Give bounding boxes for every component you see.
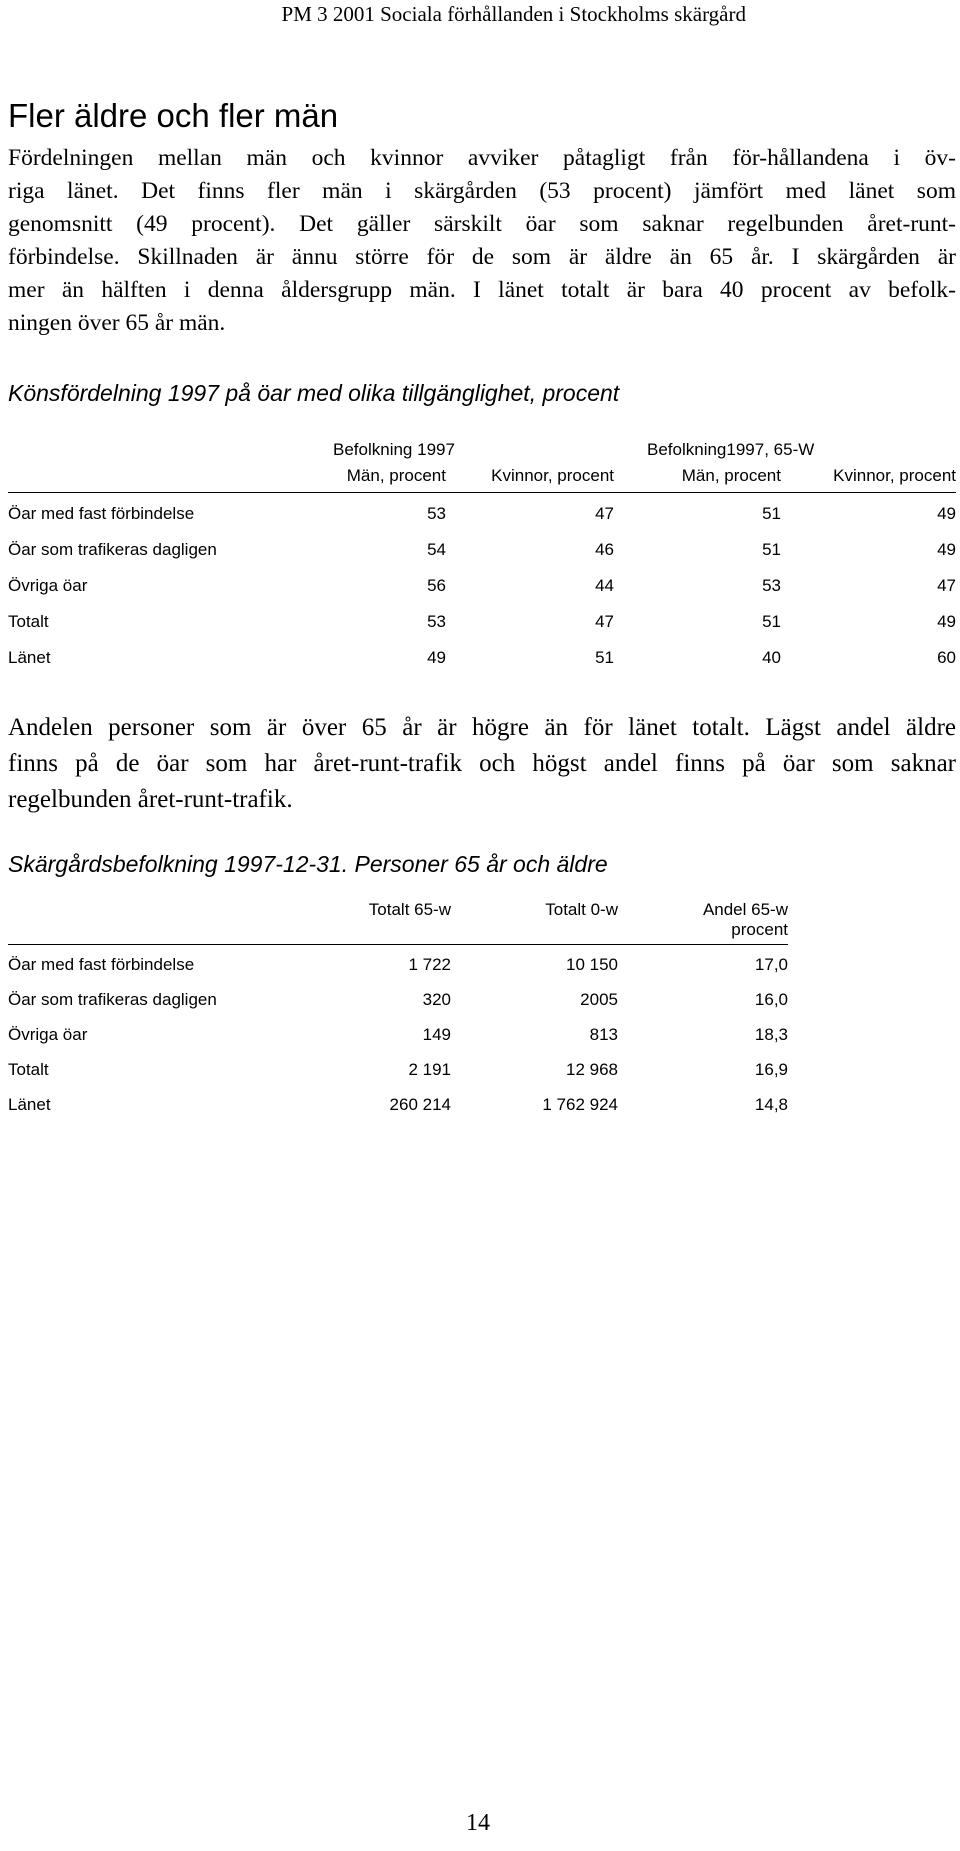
gender-distribution-table — [8, 432, 956, 668]
header-empty — [8, 432, 329, 460]
table-row — [8, 1045, 788, 1080]
table-row — [8, 560, 956, 596]
table-cell: 49 — [937, 504, 956, 523]
table-cell: 320 — [422, 990, 451, 1009]
table-cell: 46 — [595, 540, 614, 559]
paragraph-line: ningen över 65 år män. — [8, 310, 226, 336]
row-label: Länet — [8, 648, 51, 667]
table-cell: 260 214 — [389, 1095, 451, 1114]
table-row — [8, 524, 956, 560]
table-cell: 54 — [427, 540, 446, 559]
column-header — [618, 900, 788, 945]
table-cell: 44 — [595, 576, 614, 595]
group-header: Befolkning1997, 65-W — [647, 440, 815, 459]
row-label: Övriga öar — [8, 576, 88, 595]
paragraph-line: genomsnitt (49 procent). Det gäller särskilt öar som saknar regelbunden året-runt- — [8, 211, 956, 237]
paragraph-line: mer än hälften i denna åldersgrupp män. I länet totalt är bara 40 procent av befolk- — [8, 277, 956, 303]
table-row — [8, 945, 788, 976]
row-label: Öar som trafikeras dagligen — [8, 990, 217, 1009]
paragraph-line: riga länet. Det finns fler män i skärgården (53 procent) jämfört med länet som — [8, 178, 956, 204]
table-cell: 10 150 — [566, 955, 618, 974]
table-cell: 51 — [762, 504, 781, 523]
paragraph-line: förbindelse. Skillnaden är ännu större för de som är äldre än 65 år. I skärgården är — [8, 244, 956, 270]
table-cell: 56 — [427, 576, 446, 595]
header-empty — [8, 900, 258, 945]
table-cell: 51 — [762, 540, 781, 559]
column-header: Kvinnor, procent — [446, 460, 614, 493]
table-row — [8, 493, 956, 525]
table-cell: 47 — [937, 576, 956, 595]
table-cell: 51 — [595, 648, 614, 667]
row-label: Öar som trafikeras dagligen — [8, 540, 217, 559]
row-label: Övriga öar — [8, 1025, 88, 1044]
row-label: Länet — [8, 1095, 51, 1114]
intro-paragraph — [8, 142, 956, 340]
table-cell: 149 — [422, 1025, 451, 1044]
page-number: 14 — [466, 1810, 490, 1836]
table-cell: 2005 — [580, 990, 618, 1009]
table-cell: 16,0 — [754, 990, 788, 1009]
column-header: Män, procent — [614, 460, 781, 493]
elderly-paragraph — [8, 710, 956, 818]
elderly-population-table — [8, 900, 788, 1115]
paragraph-line: Fördelningen mellan män och kvinnor avviker påtagligt från för-hållandena i öv- — [8, 145, 956, 171]
row-label: Öar med fast förbindelse — [8, 955, 195, 974]
table-cell: 49 — [427, 648, 446, 667]
table-cell: 12 968 — [566, 1060, 618, 1079]
table-cell: 60 — [937, 648, 956, 667]
column-header-line: procent — [731, 920, 788, 939]
table-cell: 53 — [427, 504, 446, 523]
table-cell: 49 — [937, 612, 956, 631]
row-label: Öar med fast förbindelse — [8, 504, 195, 523]
table-cell: 40 — [762, 648, 781, 667]
table-row — [8, 596, 956, 632]
table-cell: 53 — [427, 612, 446, 631]
column-header: Totalt 65-w — [258, 900, 451, 945]
table-cell: 47 — [595, 504, 614, 523]
table-cell: 53 — [762, 576, 781, 595]
paragraph-line: regelbunden året-runt-trafik. — [8, 786, 293, 813]
running-header: PM 3 2001 Sociala förhållanden i Stockholms skärgård — [281, 2, 746, 26]
table-cell: 49 — [937, 540, 956, 559]
paragraph-line: Andelen personer som är över 65 år är högre än för länet totalt. Lägst andel äldre — [8, 714, 956, 741]
table-row — [8, 632, 956, 668]
table-cell: 813 — [589, 1025, 618, 1044]
table-cell: 14,8 — [754, 1095, 788, 1114]
table-row — [8, 1080, 788, 1115]
table-row — [8, 1010, 788, 1045]
table-cell: 16,9 — [754, 1060, 788, 1079]
table-cell: 17,0 — [754, 955, 788, 974]
group-header: Befolkning 1997 — [333, 440, 455, 459]
table1-caption: Könsfördelning 1997 på öar med olika tillgänglighet, procent — [8, 380, 620, 406]
column-header-line: Andel 65-w — [702, 900, 788, 919]
table-cell: 1 722 — [408, 955, 451, 974]
table2-caption: Skärgårdsbefolkning 1997-12-31. Personer 65 år och äldre — [8, 851, 608, 877]
table-cell: 2 191 — [408, 1060, 451, 1079]
table-cell: 18,3 — [754, 1025, 788, 1044]
section-title: Fler äldre och fler män — [8, 97, 339, 134]
column-header: Kvinnor, procent — [781, 460, 956, 493]
row-label: Totalt — [8, 612, 49, 631]
paragraph-line: finns på de öar som har året-runt-trafik och högst andel finns på öar som saknar — [8, 750, 956, 777]
header-empty — [8, 460, 329, 493]
column-header: Totalt 0-w — [451, 900, 618, 945]
table-cell: 47 — [595, 612, 614, 631]
table-row — [8, 975, 788, 1010]
table-cell: 1 762 924 — [542, 1095, 618, 1114]
table-cell: 51 — [762, 612, 781, 631]
column-header: Män, procent — [329, 460, 446, 493]
row-label: Totalt — [8, 1060, 49, 1079]
